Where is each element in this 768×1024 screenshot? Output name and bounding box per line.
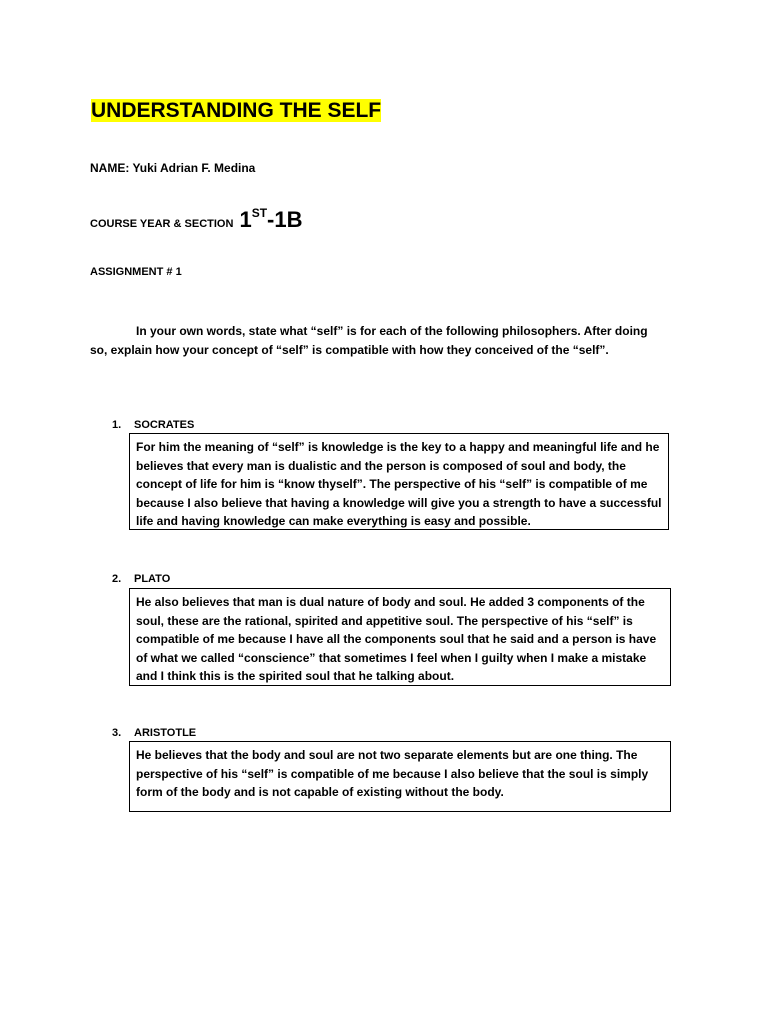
item-number: 1. <box>112 419 122 431</box>
section-value <box>239 200 302 233</box>
answer-box-socrates <box>129 433 669 530</box>
item-label-aristotle <box>112 725 196 741</box>
item-label-plato <box>112 571 170 587</box>
assignment-prompt <box>90 322 650 359</box>
assignment-number: ASSIGNMENT # 1 <box>90 266 182 278</box>
answer-text: He believes that the body and soul are not two separate elements but are one thing. The perspective of his “self” is compatible of me because I also believe that the soul is simply form of the body and is not capable of existing without the body. <box>136 748 649 799</box>
answer-text: For him the meaning of “self” is knowledge is the key to a happy and meaningful life and he believes that every man is dualistic and the person is composed of soul and body, the concept of life for him is “know thyself”. The perspective of his “self” is compatible of me because I also believe that having a knowledge will give you a strength to have a successful life and having knowledge can make everything is easy and possible. <box>136 440 662 528</box>
prompt-text: In your own words, state what “self” is for each of the following philosophers. After doing so, explain how your concept of “self” is compatible with how they conceived of the “self”. <box>90 324 648 357</box>
student-name: NAME: Yuki Adrian F. Medina <box>90 161 256 175</box>
title-highlight: UNDERSTANDING THE SELF <box>91 99 382 122</box>
document-title <box>90 97 382 125</box>
course-year-section <box>90 200 302 233</box>
section-base: 1 <box>239 207 252 232</box>
item-number: 2. <box>112 573 122 585</box>
item-philosopher: PLATO <box>134 573 171 585</box>
item-number: 3. <box>112 727 122 739</box>
item-philosopher: SOCRATES <box>134 419 195 431</box>
section-suffix: -1B <box>267 207 303 232</box>
answer-text: He also believes that man is dual nature of body and soul. He added 3 components of the soul, these are the rational, spirited and appetitive soul. The perspective of his “self” is compatible of me because I have all the components soul that he said and a person is have of what we called “conscience” that sometimes I feel when I guilty when I make a mistake and I think this is the spirited soul that he talking about. <box>136 595 657 683</box>
item-philosopher: ARISTOTLE <box>134 727 197 739</box>
answer-box-plato <box>129 588 671 686</box>
course-label: COURSE YEAR & SECTION <box>90 218 234 230</box>
answer-box-aristotle <box>129 741 671 812</box>
item-label-socrates <box>112 417 194 433</box>
section-superscript: ST <box>251 206 268 220</box>
